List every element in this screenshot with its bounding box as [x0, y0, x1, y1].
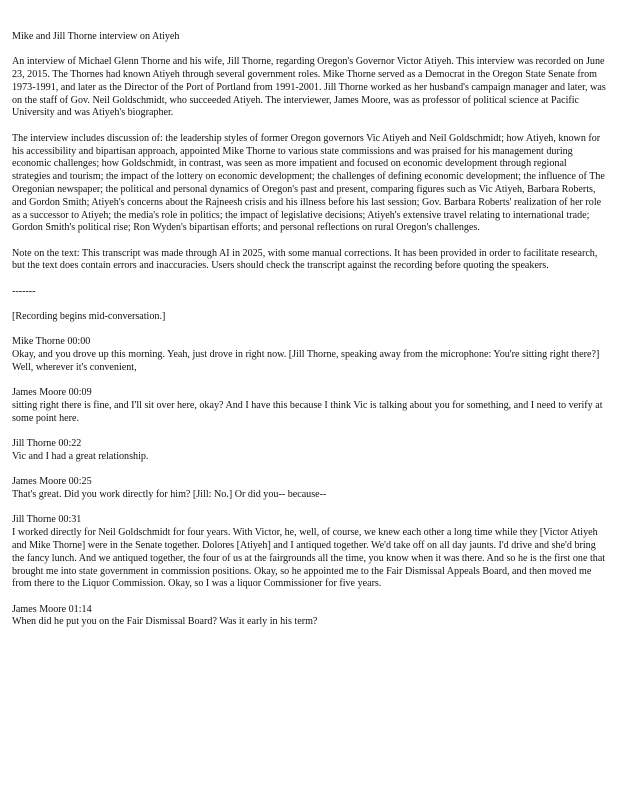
transcript-entry [12, 336, 606, 374]
recording-note: [Recording begins mid-conversation.] [12, 311, 166, 323]
speaker-timestamp: James Moore 00:09 [12, 387, 92, 399]
speech-text: When did he put you on the Fair Dismissal Board? Was it early in his term? [12, 616, 318, 628]
speech-text: Vic and I had a great relationship. [12, 450, 149, 462]
speaker-timestamp: James Moore 01:14 [12, 603, 92, 615]
intro-paragraph-summary: An interview of Michael Glenn Thorne and his wife, Jill Thorne, regarding Oregon's Governor Victor Atiyeh. This interview was recorded on June 23, 2015. The Thornes had known Atiyeh through several government roles. Mike Thorne served as a Democrat in the Oregon State Senate from 1973-1991, and later as the Director of the Port of Portland from 1991-2001. Jill Thorne worked as her husband's campaign manager and later, was on the staff of Gov. Neil Goldschmidt, who succeeded Atiyeh. The interviewer, James Moore, was as professor of political science at Pacific University and was Atiyeh's biographer. [12, 56, 606, 119]
speaker-timestamp: Jill Thorne 00:31 [12, 514, 82, 526]
intro-paragraph-topics: The interview includes discussion of: the leadership styles of former Oregon governors Vic Atiyeh and Neil Goldschmidt; how Atiyeh, known for his accessibility and bipartisan approach, appointed Mike Thorne to various state commissions and was praised for his management during economic challenges; how Goldschmidt, in contrast, was seen as more impatient and focused on economic development through regional strategies and tourism; the impact of the lottery on economic development; the challenges of defining economic development; the influence of The Oregonian newspaper; the political and personal dynamics of Oregon's past and present, comparing figures such as Vic Atiyeh, Barbara Roberts, and Gordon Smith; Atiyeh's concerns about the Rajneesh crisis and his illness before his last session; Gov. Barbara Roberts' realization of her role as a successor to Atiyeh; the media's role in politics; the impact of legislative decisions; Atiyeh's extensive travel relating to international trade; Gordon Smith's political rise; Ron Wyden's bipartisan efforts; and personal reflections on rural Oregon's challenges. [12, 132, 605, 234]
section-separator: ------- [12, 285, 36, 297]
speech-text: Okay, and you drove up this morning. Yeah, just drove in right now. [Jill Thorne, speaking away from the microphone: You're sitting right there?] Well, wherever it's convenient, [12, 349, 600, 373]
speaker-timestamp: Jill Thorne 00:22 [12, 438, 82, 450]
speech-text: sitting right there is fine, and I'll sit over here, okay? And I have this because I think Vic is talking about you for something, and I need to verify at some point here. [12, 400, 603, 424]
speech-text: I worked directly for Neil Goldschmidt for four years. With Victor, he, well, of course, we knew each other a long time while they [Victor Atiyeh and Mike Thorne] were in the Senate together. Dolores [Atiyeh] and I antiqued together. We'd take off on all day jaunts. I'd drive and she'd bring the fancy lunch. And we antiqued together, the four of us at the fairgrounds all the time, you know when it was there. And so he is the first one that brought me into state government in commission positions. Okay, so he appointed me to the Fair Dismissal Appeals Board, and then moved me from there to the Liquor Commission. Okay, so I was a liquor Commissioner for five years. [12, 527, 606, 590]
transcript-entry [12, 514, 606, 591]
transcript-entry [12, 438, 606, 464]
transcript-entry [12, 387, 606, 425]
intro-paragraph-note: Note on the text: This transcript was made through AI in 2025, with some manual corrections. It has been provided in order to facilitate research, but the text does contain errors and inaccuracies. Users should check the transcript against the recording before quoting the speakers. [12, 247, 598, 272]
speaker-timestamp: Mike Thorne 00:00 [12, 336, 91, 348]
transcript-entry [12, 604, 606, 630]
speech-text: That's great. Did you work directly for him? [Jill: No.] Or did you-- because-- [12, 489, 327, 501]
document-title: Mike and Jill Thorne interview on Atiyeh [12, 31, 180, 42]
speaker-timestamp: James Moore 00:25 [12, 476, 92, 488]
transcript-entry [12, 476, 606, 502]
